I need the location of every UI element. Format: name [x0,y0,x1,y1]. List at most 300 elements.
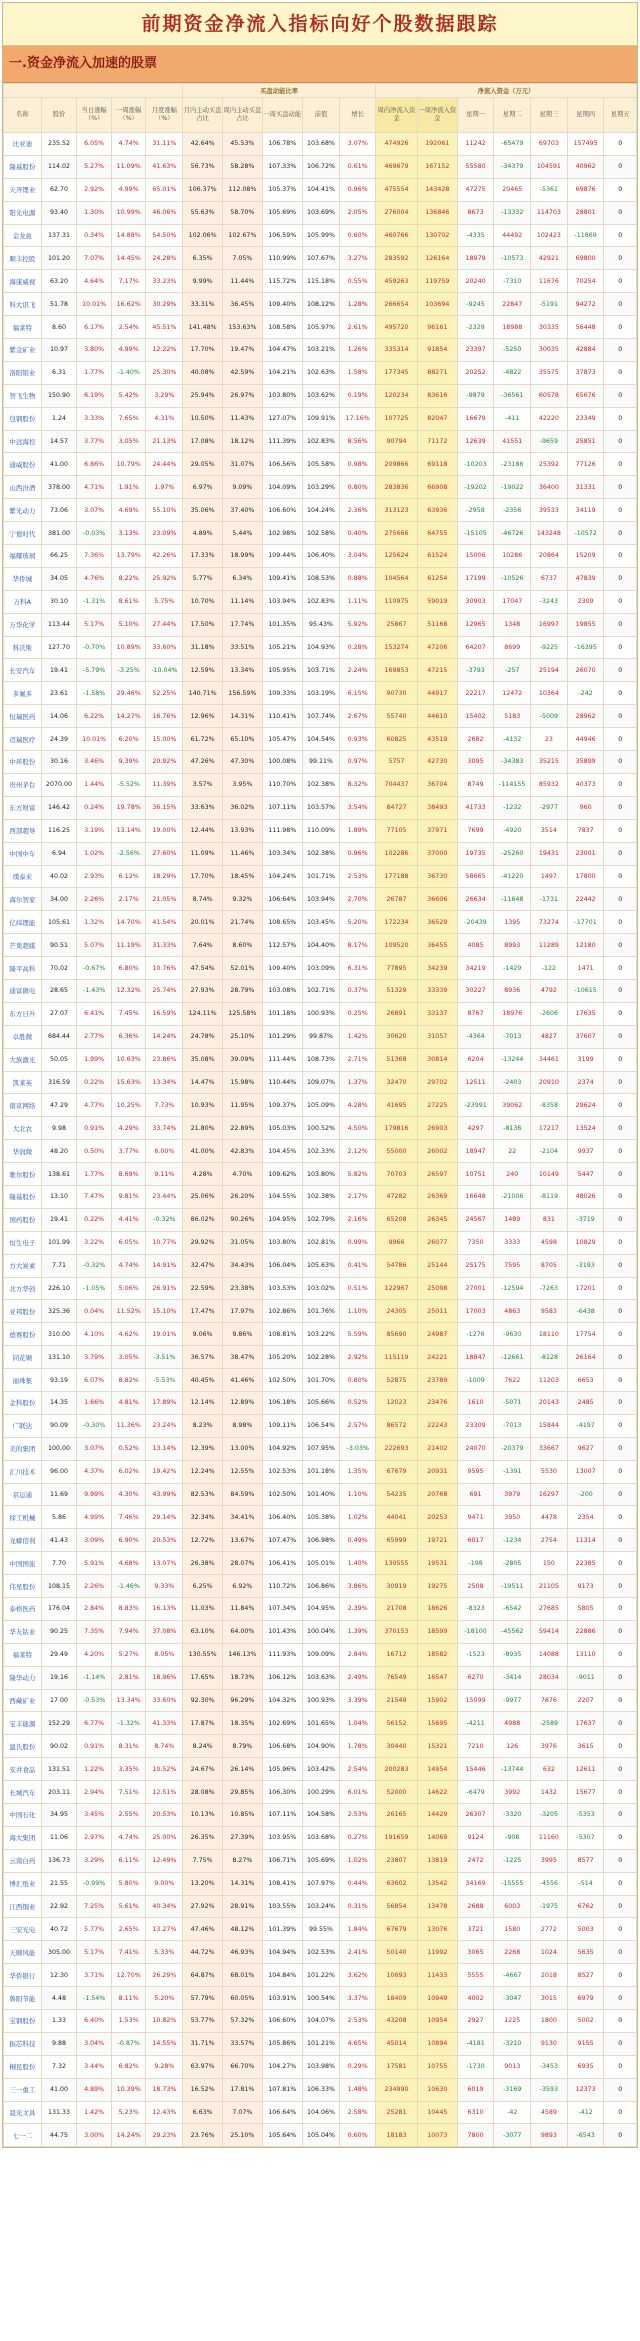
table-cell: 103.57% [302,796,340,819]
table-cell: 25175 [457,1254,494,1277]
table-cell: 0 [604,751,637,774]
table-row [4,1460,637,1483]
table-row [4,1598,637,1621]
table-cell: 4.68% [111,1552,146,1575]
table-cell: -25260 [494,842,531,865]
table-cell: 100.04% [302,1620,340,1643]
table-cell: 32470 [376,1071,418,1094]
table-cell: 42730 [417,751,457,774]
table-cell: 102.79% [302,1208,340,1231]
table-cell: 12.59% [183,659,223,682]
table-cell: 6.94 [41,842,77,865]
table-cell: 20.53% [146,1804,183,1827]
table-cell: 3065 [457,1941,494,1964]
table-cell: -2329 [457,316,494,339]
table-cell: 46.06% [146,201,183,224]
table-cell: 3.33% [77,407,112,430]
stock-name: 华侨银行 [4,1964,42,1987]
table-cell: 22.92 [41,1895,77,1918]
table-cell: 11.03% [183,1598,223,1621]
table-cell: 17.50% [183,613,223,636]
table-cell: 13.34% [111,1689,146,1712]
stock-name: 天齐锂业 [4,178,42,201]
table-cell: 2.93% [77,865,112,888]
table-cell: 38.47% [223,1346,263,1369]
table-cell: 69118 [417,453,457,476]
table-cell: 0 [604,201,637,224]
table-cell: 7.17% [111,270,146,293]
table-cell: 1800 [531,2010,568,2033]
table-cell: 14.57 [41,430,77,453]
table-cell: 14.47% [183,1071,223,1094]
table-cell: 69876 [567,178,604,201]
table-cell: 85932 [531,773,568,796]
table-cell: 10.50% [183,407,223,430]
table-cell: 101.21% [302,2032,340,2055]
table-cell: 0.96% [340,842,376,865]
table-cell: 22 [494,1140,531,1163]
table-cell: 2374 [567,1071,604,1094]
table-cell: 102286 [376,842,418,865]
table-cell: 2.92% [340,1346,376,1369]
table-cell: 23476 [417,1391,457,1414]
stock-name: 同花顺 [4,1346,42,1369]
table-cell: 176.04 [41,1598,77,1621]
table-cell: 8577 [567,1849,604,1872]
table-cell: 127.70 [41,636,77,659]
table-cell: 63602 [376,1872,418,1895]
table-cell: 6.31 [41,361,77,384]
table-cell: -1731 [531,888,568,911]
table-cell: 370153 [376,1620,418,1643]
table-cell: 0.31% [340,1895,376,1918]
table-cell: 35575 [531,361,568,384]
table-cell: 104.24% [262,865,302,888]
table-cell: 101.29% [262,1025,302,1048]
table-cell: 4.69% [111,499,146,522]
table-cell: 106.41% [262,1552,302,1575]
table-cell: 2.61% [340,316,376,339]
table-cell: 0 [604,1140,637,1163]
table-cell: 107.95% [302,1437,340,1460]
table-cell: 71172 [417,430,457,453]
table-cell: 106.98% [302,1529,340,1552]
table-cell: 107.74% [302,705,340,728]
table-cell: 23.86% [146,1048,183,1071]
table-cell: 0 [604,1208,637,1231]
table-cell: -10203 [457,453,494,476]
table-cell: 5.75% [146,590,183,613]
table-cell: 1471 [567,957,604,980]
table-cell: 11160 [531,1826,568,1849]
table-cell: 40.34% [146,1895,183,1918]
table-cell: 20465 [494,178,531,201]
table-cell: 45014 [376,2032,418,2055]
table-cell: 108.58% [262,316,302,339]
table-cell: 30335 [531,316,568,339]
stock-name: 璞泰来 [4,865,42,888]
table-cell: 4.48 [41,1987,77,2010]
table-cell: 106.33% [302,2078,340,2101]
table-cell: -0.87% [111,2032,146,2055]
table-cell: 41695 [376,1094,418,1117]
table-cell: -1.43% [77,979,112,1002]
table-cell: 17.33% [183,545,223,568]
header-group-net-inflow: 净流入资金（万元） [376,84,637,98]
table-cell: -10615 [567,979,604,1002]
table-cell: 42.83% [223,1140,263,1163]
table-cell: 6.82% [111,2055,146,2078]
table-cell: 3514 [531,819,568,842]
table-cell: 3333 [494,1231,531,1254]
table-cell: -908 [494,1826,531,1849]
table-cell: 120234 [376,384,418,407]
table-cell: 0 [604,2124,637,2147]
table-cell: 63.10% [183,1620,223,1643]
table-cell: -1234 [494,1529,531,1552]
table-cell: -5307 [567,1826,604,1849]
table-cell: 30227 [457,979,494,1002]
table-cell: 0 [604,1712,637,1735]
table-cell: 106.30% [262,1781,302,1804]
table-cell: 130702 [417,224,457,247]
table-cell: 10829 [567,1231,604,1254]
table-cell: 3.54% [340,796,376,819]
table-cell: 15902 [417,1689,457,1712]
table-cell: 0.52% [111,1437,146,1460]
table-cell: 31.05% [223,1231,263,1254]
table-cell: 0 [604,1117,637,1140]
table-cell: 39.09% [223,1048,263,1071]
stock-name: 福莱特 [4,316,42,339]
table-cell: 0.49% [340,1529,376,1552]
table-cell: -1.40% [111,361,146,384]
table-cell: 20.53% [146,1529,183,1552]
table-cell: -0.32% [146,1208,183,1231]
table-cell: 10.39% [111,2078,146,2101]
table-cell: 11.09% [111,155,146,178]
table-cell: 6.80% [111,957,146,980]
table-cell: 0.34% [77,224,112,247]
table-cell: 47.46% [183,1918,223,1941]
table-cell: 0 [604,1414,637,1437]
table-cell: 7350 [457,1231,494,1254]
stock-name: 桐昆股份 [4,2055,42,2078]
table-row [4,865,637,888]
table-cell: 115.18% [302,270,340,293]
table-row [4,1323,637,1346]
table-cell: 31.11% [146,133,183,156]
table-cell: 6204 [457,1048,494,1071]
table-cell: -0.30% [77,1414,112,1437]
table-cell: 105.61 [41,911,77,934]
table-cell: 1580 [494,1918,531,1941]
table-cell: 13.67% [223,1529,263,1552]
table-cell: 10.63% [111,1048,146,1071]
table-cell: 26.29% [146,1964,183,1987]
table-cell: 90.02 [41,1735,77,1758]
table-cell: 18.73% [223,1666,263,1689]
table-cell: 111.44% [262,1048,302,1071]
table-cell: 10.01% [77,728,112,751]
stock-name: 海尔智家 [4,888,42,911]
table-cell: 2018 [531,1964,568,1987]
table-cell: 106.78% [262,133,302,156]
stock-name: 长城汽车 [4,1781,42,1804]
table-cell: 684.44 [41,1025,77,1048]
table-cell: -2977 [531,796,568,819]
table-cell: 36.02% [223,796,263,819]
table-cell: 22385 [567,1552,604,1575]
table-cell: 0 [604,1323,637,1346]
table-cell: 0 [604,1895,637,1918]
table-cell: 14.45% [111,247,146,270]
table-cell: 42.59% [223,361,263,384]
table-cell: 103.68% [302,133,340,156]
table-cell: 50.05 [41,1048,77,1071]
table-cell: 495720 [376,316,418,339]
table-cell: 18582 [417,1643,457,1666]
column-header: 名称 [4,98,42,133]
table-cell: 36529 [417,911,457,934]
table-cell: 2.65% [111,1918,146,1941]
table-cell: 3.80% [77,339,112,362]
table-cell: 19855 [567,613,604,636]
table-cell: -9225 [531,636,568,659]
table-cell: 111.98% [262,819,302,842]
table-cell: -2104 [531,1140,568,1163]
table-cell: 12.44% [183,819,223,842]
table-cell: 14429 [417,1804,457,1827]
table-cell: 18.73% [146,2078,183,2101]
table-cell: 3.05% [111,1346,146,1369]
table-cell: 54786 [376,1254,418,1277]
stock-name: 南京网络 [4,1094,42,1117]
table-cell: 29.05% [183,453,223,476]
table-cell: 28034 [531,1666,568,1689]
table-cell: 102.98% [262,522,302,545]
table-cell: 143248 [531,522,568,545]
table-cell: -23991 [457,1094,494,1117]
table-cell: -10526 [494,567,531,590]
table-cell: -1.05% [77,1277,112,1300]
table-cell: 152.29 [41,1712,77,1735]
table-cell: 18.45% [223,865,263,888]
header-group-buy-ratio: 买盘动能比率 [183,84,376,98]
table-cell: 5.86 [41,1506,77,1529]
table-cell: 41733 [457,796,494,819]
table-cell: -4556 [531,1872,568,1895]
table-cell: 61.72% [183,728,223,751]
table-cell: 44917 [417,682,457,705]
table-cell: 103.53% [262,1277,302,1300]
table-cell: 20931 [417,1460,457,1483]
table-cell: 60825 [376,728,418,751]
table-cell: 1.77% [77,361,112,384]
table-cell: 8.82% [111,1369,146,1392]
table-cell: 14.35 [41,1391,77,1414]
table-row [4,1163,637,1186]
table-cell: 26.38% [183,1552,223,1575]
table-cell: -1.46% [111,1575,146,1598]
table-cell: 22.89% [223,1117,263,1140]
table-cell: 104.21% [262,361,302,384]
table-cell: 22886 [567,1620,604,1643]
stock-name: 三一重工 [4,2078,42,2101]
table-row [4,819,637,842]
table-cell: 25392 [531,453,568,476]
table-cell: 108.41% [262,1872,302,1895]
table-cell: 0 [604,1781,637,1804]
table-cell: -1009 [457,1369,494,1392]
table-cell: 0 [604,545,637,568]
table-cell: 26787 [376,888,418,911]
table-cell: 3.77% [111,1140,146,1163]
table-row [4,1025,637,1048]
table-cell: 9124 [457,1826,494,1849]
table-cell: 3095 [457,751,494,774]
table-cell: 96.29% [223,1689,263,1712]
table-cell: 17.97% [223,1300,263,1323]
table-cell: 104.58% [302,1804,340,1827]
table-cell: 65999 [376,1529,418,1552]
column-header: 当日涨幅（%） [77,98,112,133]
table-cell: 29.14% [146,1506,183,1529]
table-cell: 109.91% [302,407,340,430]
table-row [4,1941,637,1964]
table-row [4,1849,637,1872]
table-cell: 0 [604,1964,637,1987]
table-cell: 125.58% [223,1002,263,1025]
table-cell: 42.26% [146,545,183,568]
table-cell: 104.40% [302,934,340,957]
table-cell: 19431 [531,842,568,865]
table-cell: 8.22% [111,567,146,590]
table-cell: 37.40% [223,499,263,522]
table-cell: 632 [531,1758,568,1781]
table-cell: 41.33% [146,1712,183,1735]
stock-name: 天顺风能 [4,1941,42,1964]
table-cell: 28.65 [41,979,77,1002]
table-cell: 24567 [457,1208,494,1231]
table-cell: 106.56% [262,453,302,476]
table-cell: 33.51% [223,636,263,659]
table-cell: 157495 [567,133,604,156]
stock-name: 美的集团 [4,1437,42,1460]
table-cell: 26.20% [223,1185,263,1208]
table-cell: -3.51% [146,1346,183,1369]
table-cell: 70.02 [41,957,77,980]
table-cell: 108.65% [262,911,302,934]
table-cell: 0 [604,2101,637,2124]
table-cell: 36704 [417,773,457,796]
table-cell: 104.47% [262,339,302,362]
table-cell: 110.09% [302,819,340,842]
table-cell: 103.80% [262,384,302,407]
table-cell: 20252 [457,361,494,384]
table-cell: 10.25% [111,1094,146,1117]
table-cell: 106.86% [302,1575,340,1598]
table-cell: 8.83% [111,1598,146,1621]
table-cell: 5.77% [77,1918,112,1941]
table-cell: 17754 [567,1323,604,1346]
table-row [4,979,637,1002]
table-cell: 16.52% [183,2078,223,2101]
header-group-blank [4,84,183,98]
table-cell: 3992 [494,1781,531,1804]
table-cell: 3.77% [77,430,112,453]
table-cell: 1.39% [340,1620,376,1643]
table-cell: 106.37% [183,178,223,201]
table-cell: -3453 [531,2055,568,2078]
stock-name: 晨光文具 [4,2101,42,2124]
table-cell: 108.73% [302,1048,340,1071]
table-cell: -3243 [531,590,568,613]
table-cell: 29.92% [183,1231,223,1254]
table-cell: 13007 [567,1460,604,1483]
table-cell: 127.07% [262,407,302,430]
table-cell: 3.09% [77,1529,112,1552]
table-cell: 11.69 [41,1483,77,1506]
stock-name: 隆基股份 [4,1185,42,1208]
table-cell: 40.45% [183,1369,223,1392]
table-cell: 6.02% [111,1460,146,1483]
table-cell: 55.10% [146,499,183,522]
table-cell: 67679 [376,1918,418,1941]
table-cell: 104.45% [262,1140,302,1163]
table-cell: 37.08% [146,1620,183,1643]
table-cell: 20143 [531,1391,568,1414]
table-cell: 7.07% [77,247,112,270]
table-cell: 11289 [531,934,568,957]
table-cell: 1.32% [77,911,112,934]
table-cell: 30035 [531,339,568,362]
table-cell: 6935 [567,2055,604,2078]
table-cell: 16297 [531,1483,568,1506]
table-cell: 6.36% [111,1025,146,1048]
table-cell: 5002 [567,2010,604,2033]
stock-name: 博汇纸业 [4,1872,42,1895]
table-cell: 0 [604,339,637,362]
table-cell: 325.36 [41,1300,77,1323]
table-cell: 56.73% [183,155,223,178]
table-cell: 5183 [494,705,531,728]
table-cell: 7.36% [77,545,112,568]
table-cell: 101.20 [41,247,77,270]
table-cell: 101.40% [302,1483,340,1506]
table-cell: 4589 [531,2101,568,2124]
table-cell: 104.41% [302,178,340,201]
table-cell: 9937 [567,1140,604,1163]
table-row [4,2055,637,2078]
stock-name: 宁德时代 [4,522,42,545]
page-title: 前期资金净流入指标向好个股数据跟踪 [3,3,637,46]
table-cell: 96161 [417,316,457,339]
table-cell: -4335 [457,224,494,247]
table-cell: 0 [604,1575,637,1598]
table-cell: 15099 [457,1689,494,1712]
table-cell: 6.77% [77,1712,112,1735]
table-cell: 2485 [567,1391,604,1414]
table-cell: 17.16% [340,407,376,430]
table-cell: 2.39% [340,1598,376,1621]
table-cell: 140.71% [183,682,223,705]
table-row [4,1002,637,1025]
table-cell: 0 [604,2010,637,2033]
table-cell: 105.69% [302,1849,340,1872]
table-cell: 0 [604,133,637,156]
table-cell: 7.35% [77,1620,112,1643]
